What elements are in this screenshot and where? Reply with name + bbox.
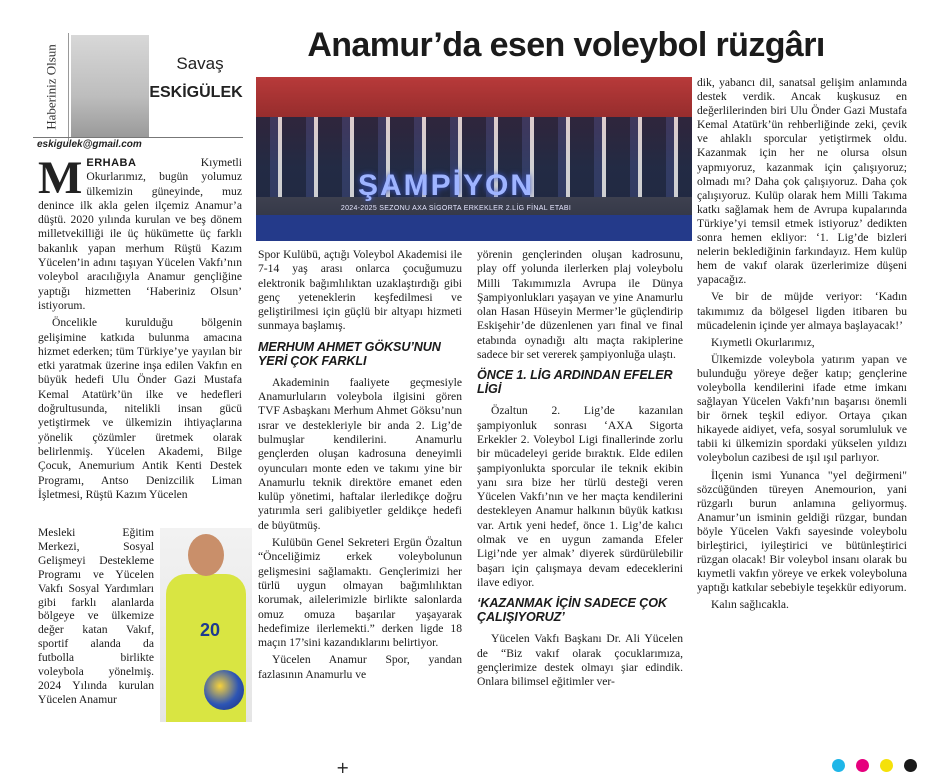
crop-mark: + [336,758,350,777]
article-paragraph: Yücelen Anamur Spor, yandan fazlasının Anamurlu ve [258,653,462,681]
article-headline: Anamur’da esen voleybol rüzgârı [307,26,825,64]
article-paragraph: Kalın sağlıcakla. [711,598,789,612]
article-paragraph: Mesleki Eğitim Merkezi, Sosyal Gelişmeyi Destekleme Programı ve Yücelen Vakfı Sosyal Yardımları gibi farklı alanlarda bölgeye ve ülkemize değer katan Vakıf, sportif alanda da futbolla birlikte voleybola yönelmiş. 2024 Yılında kurulan Yücelen Anamur [38,526,154,706]
article-column-1 [38,152,242,505]
drop-cap: M [38,152,83,204]
column-name: Haberiniz Olsun [43,44,58,130]
champion-banner-subtitle: 2024-2025 SEZONU AXA SİGORTA ERKEKLER 2.LİG FİNAL ETABI [340,205,572,212]
article-column-4 [697,76,907,615]
article-paragraph: MERHABA Kıymetli Okurlarımız, bugün yolumuz ülkemizin güneyinde, muz denince ilk akla gelen ilçemiz Anamur’a düştü. 2020 yılında kurulan ve beş dönem milletvekilliği ile üç hükümette üç farklı bakanlık yapan merhum Rüştü Kazım Yücelen’in adını taşıyan Yücelen Vakfı’nın voleybol aracılığıyla Anamur gençliğine yaptığı hizmetten ‘Haberiniz Olsun’ istiyorum. [38,152,242,312]
lead-word: ERHABA [86,157,137,169]
article-paragraph: Öncelikle kurulduğu bölgenin gelişimine katkıda bulunma amacına hizmet ederken; tüm Türkiye’ye yayılan bir etki yaratmak üzerine inşa edilen Vakfın en büyük hedefi Ulu Önder Gazi Mustafa Kemal Atatürk’ün ilke ve hedefleri doğrultusunda, nitelikli insan gücü yetiştirmek ve ülkemizin ihtiyaçlarına yönelik çözümler üretmek olarak belirlenmiş. Yücelen Akademi, Bilge Çocuk, Anemurium Antik Kenti Destek Programı, Antso Denizcilik Liman İşletmesi, Rüştü Kazım Yücelen [38,316,242,501]
article-paragraph: İlçenin ismi Yunanca "yel değirmeni" sözcüğünden türeyen Anemourion, yani rüzgarlı burun anlamına geliyormuş. Anamur’un isminin geldiği rüzgar, bundan böyle Yücelen Vakfı sayesinde voleybolu birleştirici, iyileştirici ve bütünleştirici rüzgan olacak! Bir voleybol insanı olarak bu kıymetli vakfın yöreye ve erkek voleyboluna yaptığı katkılar sebebiyle teşekkür ediyorum. [697,468,907,595]
magenta-registration-dot [856,759,869,772]
article-paragraph: Kıymetli Okurlarımız, [711,335,815,349]
article-paragraph: Özaltun 2. Lig’de kazanılan şampiyonluk sonrası ‘AXA Sigorta Erkekler 2. Voleybol Ligi finallerinde zorlu bir mücadeleyi geride bıraktık. Elde edilen şampiyonlukta sporcular ile teknik ekibin yanı sıra bize her türlü desteği veren Yücelen Vakfı’nın ve her maçta kendilerini destekleyen Anamur halkının büyük katkısı var. Artık yeni hedef, önce 1. Lig’de kalıcı olmak ve en uygun zamanda Efeler Ligi’nde yer almak’ diyerek sürdürülebilir başarı için çalışmaya devam edeceklerini ilave ediyor. [477,404,683,589]
article-paragraph: yörenin gençlerinden oluşan kadrosunu, play off yolunda ilerlerken plaj voleybolu Milli Takımımızla Avrupa ile Dünya Şampiyonlukları yaşayan ve yine Anamurlu olan Hasan Hüseyin Mermer’le güçlendirip Eskişehir’de düzenlenen yarı final ve final etabında oynadığı altı maçta rakiplerine sadece bir set vererek şampiyonluğa ulaştı. [477,248,683,362]
champion-banner-text: ŞAMPİYON [357,169,535,202]
article-paragraph: Ülkemizde voleybola yatırım yapan ve bulunduğu yöreye değer katıp; gençlerine voleybolla kendilerini ifade etme imkanı sağlayan Yücelen Vakfı’nın başarısı önemli bir örnek teşkil ediyor. Ortaya çıkan hikayede aidiyet, vefa, sosyal sorumluluk ve tabii ki ülkemizin spordaki yükselen yıldızı voleybolun cazibesi de ışıl ışıl parlıyor. [697,352,907,465]
volleyball-icon [204,670,244,710]
article-paragraph: Kulübün Genel Sekreteri Ergün Özaltun “Önceliğimiz erkek voleybolunun gelişmesini sağlamaktı. Gençlerimizi her türlü uygun olmayan bağımlılıktan korumak, ailelerimizle birlikte salonlarda omuz omuza başarılar yaşayarak hedefimize ilerlemekti.” derken ligde 18 maçın 17’sini kazandıklarını belirtiyor. [258,536,462,650]
author-first-name: Savaş [176,54,224,73]
section-heading: ÖNCE 1. LİG ARDINDAN EFELER LİGİ [477,368,673,397]
article-paragraph: dik, yabancı dil, sanatsal gelişim anlamında destek verdik. Ancak kuşkusuz en değerlilerinden biri Ulu Önder Gazi Mustafa Kemal Atatürk’ün rehberliğinde zeki, çevik ve ahlaklı sporcular yetiştirmek oldu. Kazanmak için her ne olursa olsun yapmıyoruz, kazanmak için çalışıyoruz; olmadı mı? Daha çok çalışıyoruz. Daha çok çalışıyoruz. Kulüp olarak hem Milli Takıma katkı sağlamak hem de Avrupa kupalarında Türkiye’yi temsil etmek istiyoruz’ dedikten sonra hemen ekliyor: ‘1. Lig’de bizleri nelerin beklediğinin farkındayız. Hem kulüp hem de vakıf olarak üzerlerimize düşeni yapacağız. [697,76,907,287]
article-column-1-cont [38,526,154,710]
yellow-registration-dot [880,759,893,772]
author-last-name: ESKİGÜLEK [149,84,243,101]
column-tab [33,33,69,141]
player-head-graphic [188,534,224,576]
article-paragraph: Yücelen Vakfı Başkanı Dr. Ali Yücelen de “Biz vakıf olarak çocuklarımıza, gençlerimize destek olmayı şiar edindik. Onlara bilimsel eğitimler ver- [477,632,683,689]
author-email: eskigulek@gmail.com [33,137,243,152]
article-paragraph: Akademinin faaliyete geçmesiyle Anamurluların voleybola ilgisini gören TVF Asbaşkanı Merhum Ahmet Göksu’nun ısrar ve destekleriyle bir anda 2. Lig’de bulmuşlar kendilerini. Anamurlu gençlerden oluşan kadrosuna deneyimli oyuncuları monte eden ve takımı yine bir Anamurlu teknik direktöre emanet eden kulüp yönetimi, haftalar ilerledikçe doğru yatırımla seri galibiyetler geldikçe hedefi de büyütmüş. [258,375,462,532]
section-heading: MERHUM AHMET GÖKSU’NUN YERİ ÇOK FARKLI [258,339,441,368]
article-column-2 [258,248,462,685]
court-floor-graphic [256,215,692,241]
article-paragraph: Spor Kulübü, açtığı Voleybol Akademisi ile 7-14 yaş arası onlarca çocuğumuzu elektronik bağımlılıktan uzaklaştırdığı gibi genç yeteneklerin keşfedilmesi ve geliştirilmesi için güçlü bir altyapı hizmeti sunmaya başlamış. [258,248,462,333]
jersey-number: 20 [200,620,221,640]
black-registration-dot [904,759,917,772]
author-photo [71,35,149,137]
section-heading: ‘KAZANMAK İÇİN SADECE ÇOK ÇALIŞIYORUZ’ [477,596,667,625]
team-champion-photo [256,77,692,241]
cyan-registration-dot [832,759,845,772]
article-column-3 [477,248,683,692]
article-paragraph: Ve bir de müjde veriyor: ‘Kadın takımımız da bölgesel ligden itibaren bu mücadelenin içinde yer almaya başlayacak!’ [697,290,907,332]
player-photo [160,528,252,722]
